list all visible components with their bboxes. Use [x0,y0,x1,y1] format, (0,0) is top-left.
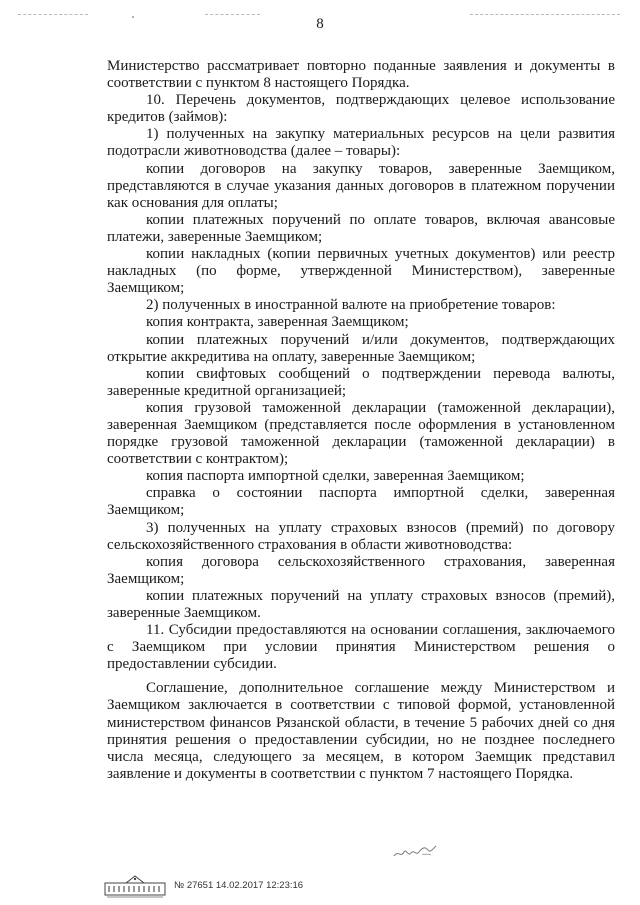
registry-stamp-icon [104,874,166,898]
paragraph: копия договора сельскохозяйственного страхования, заверенная Заемщиком; [107,553,615,587]
paragraph: Соглашение, дополнительное соглашение между Министерством и Заемщиком заключается в соответствии с типовой формой, установленной министерством финансов Рязанской области, в течение 5 рабочих дней со дня принятия решения о предоставлении субсидии, но не позднее последнего числа месяца, следующего за месяцем, в котором Заемщик представил заявление и документы в соответствии с пунктом 7 настоящего Порядка. [107,680,615,782]
paragraph: 1) полученных на закупку материальных ресурсов на цели развития подотрасли животноводства (далее – товары): [107,126,615,160]
paragraph: копии платежных поручений по оплате товаров, включая авансовые платежи, заверенные Заемщиком; [107,211,615,245]
paragraph: справка о состоянии паспорта импортной сделки, заверенная Заемщиком; [107,485,615,519]
paragraph: 3) полученных на уплату страховых взносов (премий) по договору сельскохозяйственного страхования в области животноводства: [107,519,615,553]
paragraph: копии накладных (копии первичных учетных документов) или реестр накладных (по форме, утвержденной Министерством), заверенные Заемщиком; [107,246,615,297]
paragraph: 2) полученных в иностранной валюте на приобретение товаров: [146,297,556,314]
paragraph: копии свифтовых сообщений о подтверждении перевода валюты, заверенные кредитной организацией; [107,365,615,399]
handwritten-signature [392,840,438,862]
paragraph: копии платежных поручений на уплату страховых взносов (премий), заверенные Заемщиком. [107,587,615,621]
paragraph: 10. Перечень документов, подтверждающих целевое использование кредитов (займов): [107,92,615,126]
paragraph: Министерство рассматривает повторно поданные заявления и документы в соответствии с пунктом 8 настоящего Порядка. [107,58,615,92]
paragraph: копии платежных поручений и/или документов, подтверждающих открытие аккредитива на оплату, заверенные Заемщиком; [107,331,615,365]
document-registration-id: № 27651 14.02.2017 12:23:16 [174,880,304,891]
paragraph: копия грузовой таможенной декларации (таможенной декларации), заверенная Заемщиком (представляется после оформления в установленном порядке грузовой таможенной декларации (таможенной декларации) в соответствии с контрактом); [107,399,615,468]
paragraph: копия паспорта импортной сделки, заверенная Заемщиком; [146,468,525,485]
page-number: 8 [316,16,324,32]
paragraph: копии договоров на закупку товаров, заверенные Заемщиком, представляются в случае указания данных договоров в платежном поручении как основания для оплаты; [107,160,615,211]
paragraph: 11. Субсидии предоставляются на основании соглашения, заключаемого с Заемщиком при условии принятия Министерством решения о предоставлении субсидии. [107,622,615,673]
registration-footer [104,874,404,898]
paragraph: копия контракта, заверенная Заемщиком; [146,314,409,331]
document-body [107,58,615,783]
